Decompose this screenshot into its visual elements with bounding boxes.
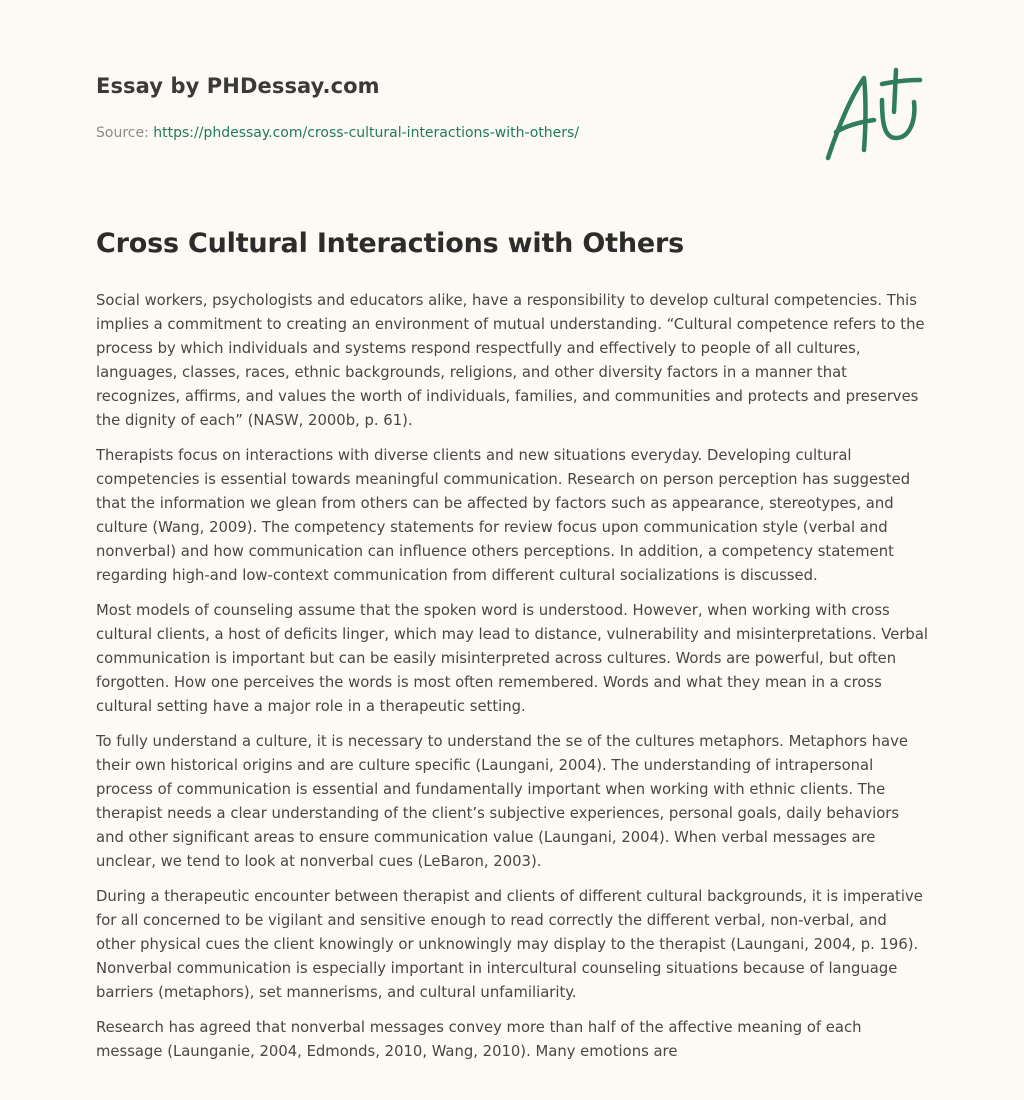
- essay-title: Cross Cultural Interactions with Others: [96, 228, 684, 259]
- essay-paragraph: Research has agreed that nonverbal messages convey more than half of the affective meaning of each message (Launganie, 2004, Edmonds, 2010, Wang, 2010). Many emotions are: [96, 1019, 862, 1060]
- essay-article: [96, 228, 928, 1075]
- site-header: [96, 74, 796, 141]
- essay-paragraph: Most models of counseling assume that the spoken word is understood. However, when working with cross cultural clients, a host of deficits linger, which may lead to distance, vulnerability and misinterpretations. Verbal communication is important but can be easily misinterpreted across cultures. Words are powerful, but often forgotten. How one perceives the words is most often remembered. Words and what they mean in a cross cultural setting have a major role in a therapeutic setting.: [96, 602, 928, 715]
- site-brand: Essay by PHDessay.com: [96, 74, 380, 98]
- essay-paragraph: Social workers, psychologists and educators alike, have a responsibility to develop cultural competencies. This implies a commitment to creating an environment of mutual understanding. “Cultural competence refers to the process by which individuals and systems respond respectfully and effectively to people of all cultures, languages, classes, races, ethnic backgrounds, religions, and other diversity factors in a manner that recognizes, affirms, and values the worth of individuals, families, and communities and protects and preserves the dignity of each” (NASW, 2000b, p. 61).: [96, 292, 925, 429]
- source-link[interactable]: https://phdessay.com/cross-cultural-interactions-with-others/: [153, 125, 580, 141]
- essay-paragraph: During a therapeutic encounter between therapist and clients of different cultural backgrounds, it is imperative for all concerned to be vigilant and sensitive enough to read correctly the different verbal, non-verbal, and other physical cues the client knowingly or unknowingly may display to the therapist (Laungani, 2004, p. 196). Nonverbal communication is especially important in intercultural counseling situations because of language barriers (metaphors), set mannerisms, and cultural unfamiliarity.: [96, 888, 923, 1001]
- a-plus-logo-icon: [820, 66, 928, 166]
- essay-paragraph: Therapists focus on interactions with diverse clients and new situations everyday. Developing cultural competencies is essential towards meaningful communication. Research on person perception has suggested that the information we glean from others can be affected by factors such as appearance, stereotypes, and culture (Wang, 2009). The competency statements for review focus upon communication style (verbal and nonverbal) and how communication can influence others perceptions. In addition, a competency statement regarding high-and low-context communication from different cultural socializations is discussed.: [96, 447, 911, 584]
- source-label: Source:: [96, 125, 154, 141]
- essay-paragraph: To fully understand a culture, it is necessary to understand the se of the cultures metaphors. Metaphors have their own historical origins and are culture specific (Laungani, 2004). The understanding of intrapersonal process of communication is essential and fundamentally important when working with ethnic clients. The therapist needs a clear understanding of the client’s subjective experiences, personal goals, daily behaviors and other significant areas to ensure communication value (Laungani, 2004). When verbal messages are unclear, we tend to look at nonverbal cues (LeBaron, 2003).: [96, 733, 908, 870]
- source-line: [96, 125, 796, 141]
